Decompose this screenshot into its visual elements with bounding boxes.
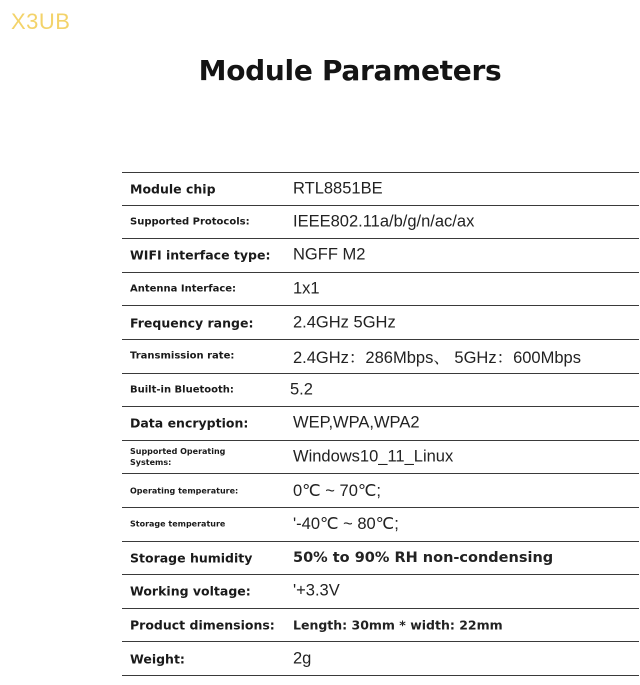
spec-row-supported-operating-systems xyxy=(122,441,639,475)
spec-row-storage-humidity xyxy=(122,542,639,576)
watermark: X3UB xyxy=(11,9,71,34)
spec-row-data-encryption xyxy=(122,407,639,441)
spec-row-wifi-interface-type xyxy=(122,239,639,273)
spec-value: Length: 30mm * width: 22mm xyxy=(293,617,503,633)
spec-row-storage-temperature xyxy=(122,508,639,542)
spec-value: '-40℃ ~ 80℃; xyxy=(293,515,399,534)
spec-row-transmission-rate xyxy=(122,340,639,374)
spec-value: NGFF M2 xyxy=(293,245,366,264)
spec-table xyxy=(122,172,639,676)
spec-value: 0℃ ~ 70℃; xyxy=(293,481,381,500)
spec-label: Storage humidity xyxy=(130,550,253,566)
spec-value: RTL8851BE xyxy=(293,179,383,198)
spec-label: Weight: xyxy=(130,651,185,667)
spec-value: 1x1 xyxy=(293,279,320,298)
spec-value: 5.2 xyxy=(290,380,313,399)
spec-row-frequency-range xyxy=(122,306,639,340)
spec-value: Windows10_11_Linux xyxy=(293,447,454,466)
spec-label: Supported Operating Systems: xyxy=(130,447,226,468)
spec-value: '+3.3V xyxy=(293,581,340,600)
spec-label: Module chip xyxy=(130,181,216,197)
page-title: Module Parameters xyxy=(198,54,502,87)
spec-label: Transmission rate: xyxy=(130,350,235,362)
spec-row-built-in-bluetooth xyxy=(122,374,639,408)
spec-row-module-chip xyxy=(122,172,639,206)
spec-label: WIFI interface type: xyxy=(130,247,271,263)
spec-row-weight xyxy=(122,642,639,676)
spec-label: Antenna Interface: xyxy=(130,283,237,295)
spec-value: 2.4GHz：286Mbps、 5GHz：600Mbps xyxy=(293,349,581,368)
spec-row-operating-temperature xyxy=(122,474,639,508)
spec-label: Product dimensions: xyxy=(130,617,275,633)
spec-label: Working voltage: xyxy=(130,583,251,599)
spec-value: 2.4GHz 5GHz xyxy=(293,313,396,332)
spec-value: 2g xyxy=(293,649,312,668)
spec-value: WEP,WPA,WPA2 xyxy=(293,413,420,432)
spec-label: Operating temperature: xyxy=(130,486,239,496)
spec-row-product-dimensions xyxy=(122,609,639,643)
spec-label: Built-in Bluetooth: xyxy=(130,384,234,396)
spec-value: IEEE802.11a/b/g/n/ac/ax xyxy=(293,212,475,231)
spec-label: Data encryption: xyxy=(130,415,249,431)
spec-row-supported-protocols xyxy=(122,206,639,240)
spec-label: Storage temperature xyxy=(130,519,226,529)
spec-row-antenna-interface xyxy=(122,273,639,307)
spec-label: Frequency range: xyxy=(130,315,254,331)
spec-label: Supported Protocols: xyxy=(130,216,250,228)
spec-value: 50% to 90% RH non-condensing xyxy=(293,549,554,566)
spec-row-working-voltage xyxy=(122,575,639,609)
